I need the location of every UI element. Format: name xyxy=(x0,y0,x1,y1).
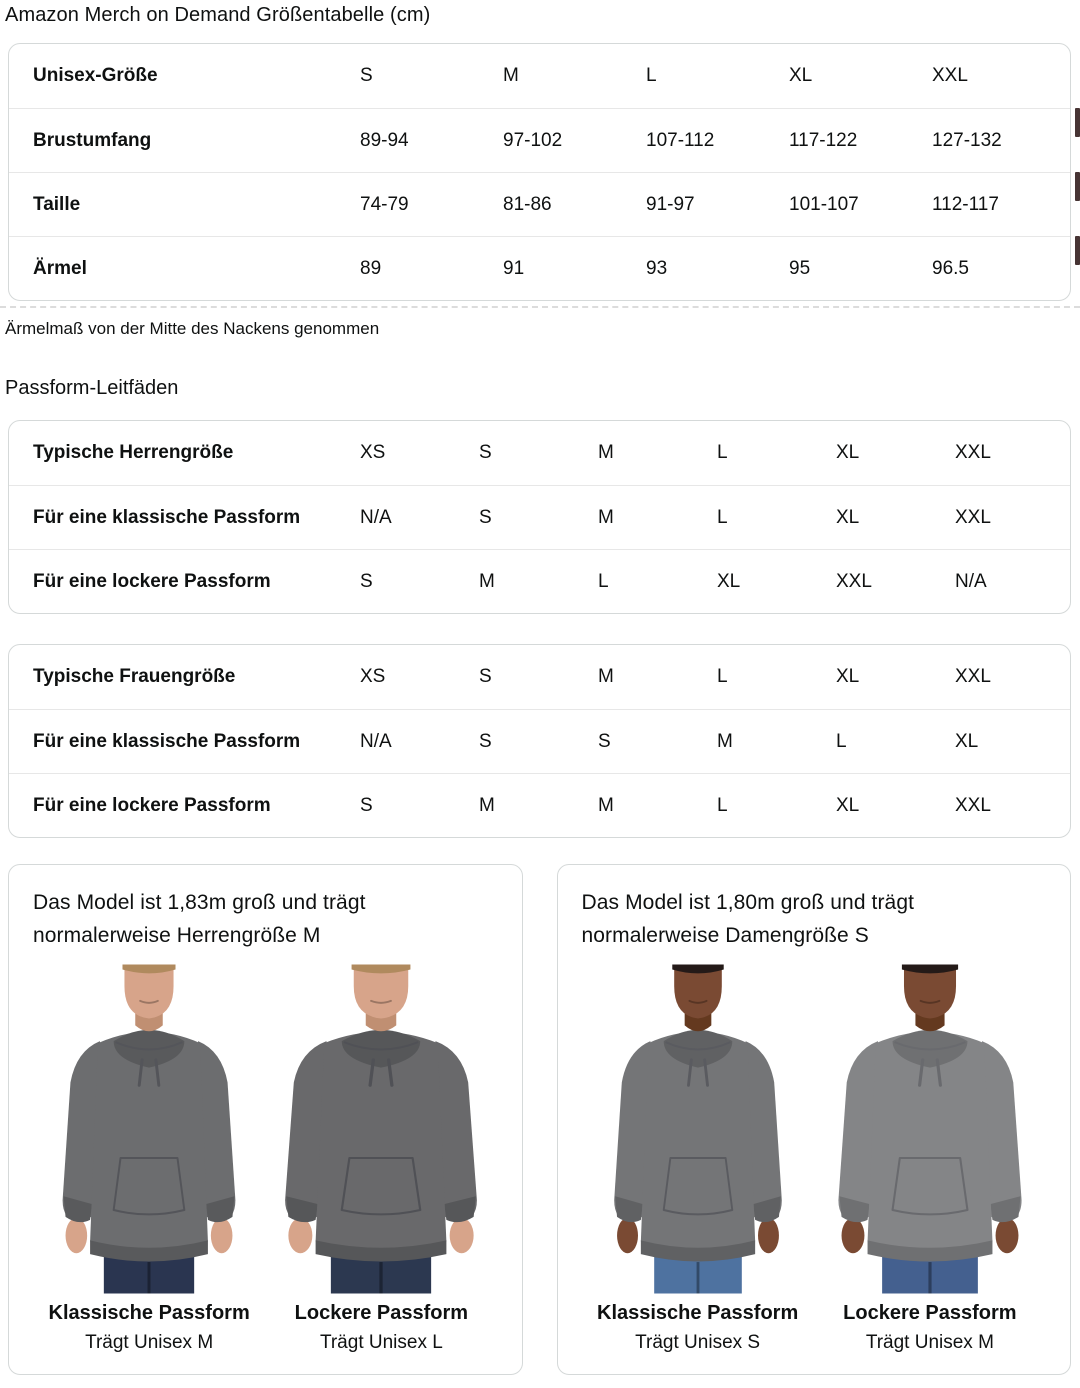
measure-cell: 74-79 xyxy=(360,193,409,215)
size-cell: XXL xyxy=(955,506,991,528)
fit-caption: Lockere Passform xyxy=(843,1302,1017,1325)
table-row xyxy=(9,236,1070,300)
size-cell: XL xyxy=(836,666,860,687)
size-cell: XL xyxy=(717,570,741,592)
measure-cell: 91-97 xyxy=(646,193,695,215)
model-cards-row xyxy=(8,864,1071,1375)
table-row xyxy=(9,172,1070,236)
model-photo-female-loose xyxy=(822,964,1038,1294)
table-row xyxy=(9,549,1070,613)
model-description: Das Model ist 1,80m groß und trägt normalerweise Damengröße S xyxy=(581,891,915,947)
photo-row xyxy=(33,964,498,1354)
size-cell: S xyxy=(479,666,492,687)
measure-cell: 101-107 xyxy=(789,193,859,215)
row-label: Für eine lockere Passform xyxy=(33,570,271,592)
size-caption: Trägt Unisex M xyxy=(865,1332,994,1354)
model-photo-male-classic xyxy=(41,964,257,1294)
measure-cell: 95 xyxy=(789,257,811,279)
row-label: Brustumfang xyxy=(33,129,152,151)
size-cell: M xyxy=(503,65,519,86)
photo-row xyxy=(582,964,1047,1354)
measure-cell: 107-112 xyxy=(646,129,715,151)
measure-cell: 127-132 xyxy=(932,129,1002,151)
fit-caption: Lockere Passform xyxy=(294,1302,469,1325)
row-label: Für eine klassische Passform xyxy=(33,506,301,528)
size-cell: M xyxy=(598,506,614,528)
fit-guides-heading: Passform-Leitfäden xyxy=(5,377,179,399)
photo-classic-fit xyxy=(33,964,265,1354)
size-cell: N/A xyxy=(955,570,987,592)
size-cell: XL xyxy=(789,65,813,86)
size-cell: S xyxy=(479,442,492,463)
model-description: Das Model ist 1,83m groß und trägt normalerweise Herrengröße M xyxy=(33,891,366,947)
size-cell: M xyxy=(598,666,614,687)
mens-model-card xyxy=(8,864,523,1375)
dashed-divider xyxy=(0,306,1080,308)
size-cell: S xyxy=(360,794,373,816)
size-cell: L xyxy=(598,570,609,592)
row-label: Typische Herrengröße xyxy=(33,442,234,463)
size-cell: S xyxy=(360,65,373,86)
size-cell: L xyxy=(717,442,728,463)
row-label: Für eine lockere Passform xyxy=(33,794,271,816)
photo-classic-fit xyxy=(582,964,814,1354)
size-cell: N/A xyxy=(360,730,392,752)
edge-artifact xyxy=(1075,172,1080,201)
size-caption: Trägt Unisex M xyxy=(85,1332,214,1354)
table-row xyxy=(9,108,1070,172)
size-caption: Trägt Unisex L xyxy=(319,1332,443,1354)
table-gap xyxy=(0,614,1080,644)
size-cell: M xyxy=(479,570,495,592)
size-cell: S xyxy=(479,730,492,752)
measure-cell: 89 xyxy=(360,257,382,279)
table-header-row xyxy=(9,44,1070,108)
measure-cell: 91 xyxy=(503,257,525,279)
measure-cell: 117-122 xyxy=(789,129,858,151)
size-cell: XXL xyxy=(836,570,872,592)
row-label: Ärmel xyxy=(33,257,87,279)
size-cell: XS xyxy=(360,666,386,687)
size-cell: XL xyxy=(836,794,860,816)
size-cell: XXL xyxy=(955,794,991,816)
table-row xyxy=(9,709,1070,773)
size-cell: L xyxy=(717,506,728,528)
photo-loose-fit xyxy=(265,964,497,1354)
measure-cell: 112-117 xyxy=(932,193,999,215)
measure-cell: 97-102 xyxy=(503,129,563,151)
row-label: Taille xyxy=(33,193,81,215)
table-row xyxy=(9,421,1070,485)
size-cell: XL xyxy=(836,442,860,463)
size-cell: M xyxy=(598,794,614,816)
row-label: Für eine klassische Passform xyxy=(33,730,301,752)
womens-model-card xyxy=(557,864,1072,1375)
size-cell: S xyxy=(479,506,492,528)
size-cell: N/A xyxy=(360,506,392,528)
womens-fit-table xyxy=(8,644,1071,838)
table-row xyxy=(9,773,1070,837)
table-row xyxy=(9,485,1070,549)
edge-artifact xyxy=(1075,108,1080,137)
fit-caption: Klassische Passform xyxy=(48,1302,250,1325)
model-photo-male-loose xyxy=(273,964,489,1294)
size-cell: XXL xyxy=(955,442,991,463)
sleeve-footnote: Ärmelmaß von der Mitte des Nackens genommen xyxy=(5,319,380,338)
size-cell: M xyxy=(479,794,495,816)
edge-artifact xyxy=(1075,236,1080,265)
photo-loose-fit xyxy=(814,964,1046,1354)
row-label: Typische Frauengröße xyxy=(33,666,236,687)
size-cell: M xyxy=(717,730,733,752)
model-photo-female-classic xyxy=(590,964,806,1294)
measure-cell: 89-94 xyxy=(360,129,409,151)
fit-caption: Klassische Passform xyxy=(597,1302,799,1325)
mens-fit-table xyxy=(8,420,1071,614)
size-cell: XL xyxy=(836,506,860,528)
size-cell: S xyxy=(598,730,611,752)
size-cell: XS xyxy=(360,442,386,463)
page-title: Amazon Merch on Demand Größentabelle (cm) xyxy=(5,4,431,26)
size-cell: L xyxy=(717,666,728,687)
size-caption: Trägt Unisex S xyxy=(635,1332,761,1354)
measure-cell: 96.5 xyxy=(932,257,969,279)
size-cell: L xyxy=(646,65,657,86)
size-cell: XXL xyxy=(932,65,968,86)
size-cell: XXL xyxy=(955,666,991,687)
row-label: Unisex-Größe xyxy=(33,65,158,86)
size-cell: S xyxy=(360,570,373,592)
size-cell: XL xyxy=(955,730,979,752)
unisex-size-table xyxy=(8,43,1071,301)
measure-cell: 93 xyxy=(646,257,668,279)
table-row xyxy=(9,645,1070,709)
size-cell: L xyxy=(717,794,728,816)
size-cell: M xyxy=(598,442,614,463)
measure-cell: 81-86 xyxy=(503,193,552,215)
size-cell: L xyxy=(836,730,847,752)
